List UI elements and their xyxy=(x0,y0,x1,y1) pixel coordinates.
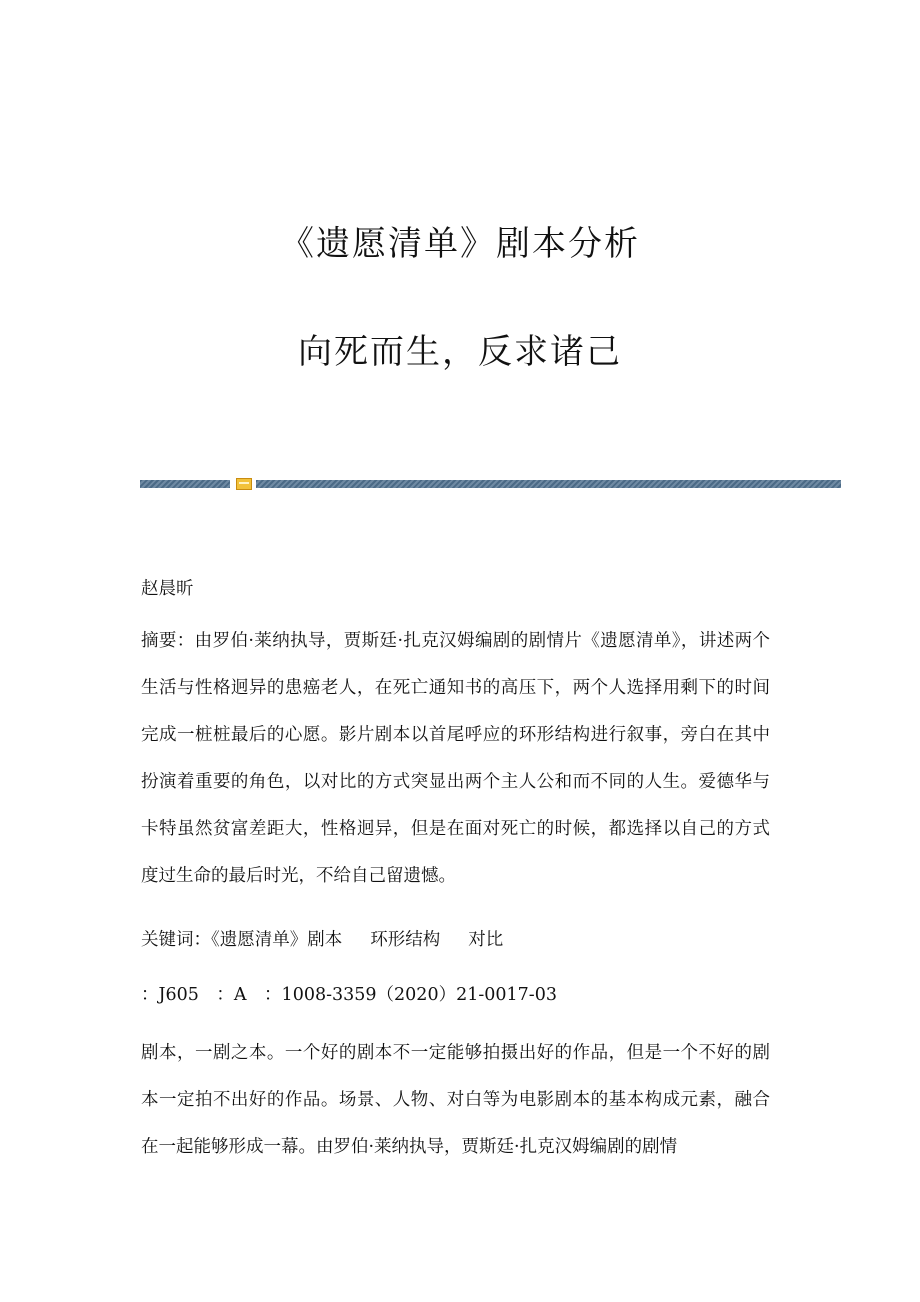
document-subtitle: 向死而生，反求诸己 xyxy=(298,332,622,372)
keyword-item: 环形结构 xyxy=(370,930,441,950)
divider-bar-right xyxy=(256,480,841,488)
keyword-item: 《遗愿清单》剧本 xyxy=(211,930,343,950)
author-name: 赵晨昕 xyxy=(141,579,194,599)
keywords-line xyxy=(141,917,770,964)
document-title: 《遗愿清单》剧本分析 xyxy=(280,224,640,264)
keyword-item: 对比 xyxy=(468,930,504,950)
keywords-label: 关键词： xyxy=(141,930,211,950)
classification-line: ：J605 ：A ：1008-3359（2020）21-0017-03 xyxy=(141,985,557,1005)
divider-bar-left xyxy=(140,480,230,488)
abstract-paragraph: 摘要：由罗伯·莱纳执导，贾斯廷·扎克汉姆编剧的剧情片《遗愿清单》，讲述两个生活与性格迥异的患癌老人，在死亡通知书的高压下，两个人选择用剩下的时间完成一桩桩最后的心愿。影片剧本以首尾呼应的环形结构进行叙事，旁白在其中扮演着重要的角色，以对比的方式突显出两个主人公和而不同的人生。爱德华与卡特虽然贫富差距大，性格迥异，但是在面对死亡的时候，都选择以自己的方式度过生命的最后时光，不给自己留遗憾。 xyxy=(141,631,770,886)
decorative-divider xyxy=(140,478,841,490)
divider-ornament-icon xyxy=(236,478,252,490)
body-paragraph: 剧本，一剧之本。一个好的剧本不一定能够拍摄出好的作品，但是一个不好的剧本一定拍不出好的作品。场景、人物、对白等为电影剧本的基本构成元素，融合在一起能够形成一幕。由罗伯·莱纳执导，贾斯廷·扎克汉姆编剧的剧情 xyxy=(141,1043,770,1157)
